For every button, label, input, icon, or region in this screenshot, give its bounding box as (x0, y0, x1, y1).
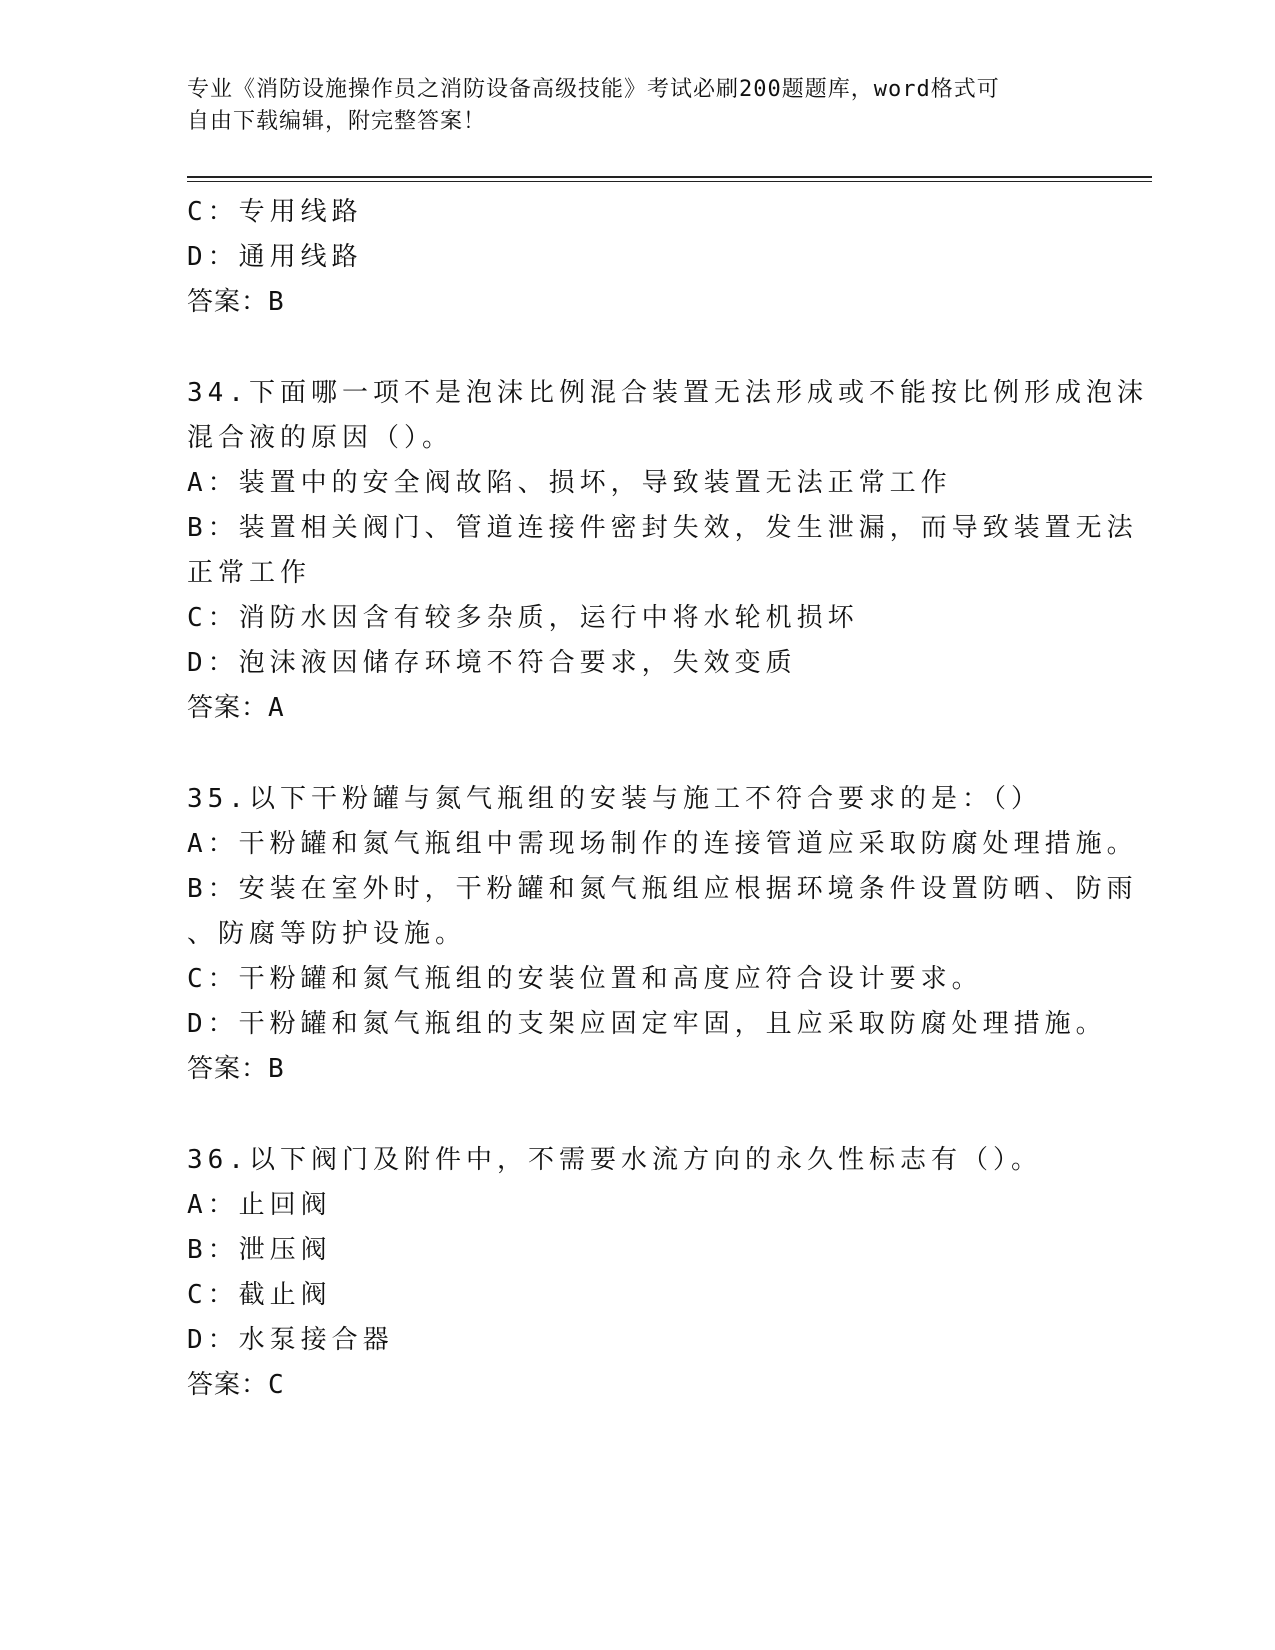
option-c: C：干粉罐和氮气瓶组的安装位置和高度应符合设计要求。 (187, 964, 983, 994)
question-stem: 34.下面哪一项不是泡沫比例混合装置无法形成或不能按比例形成泡沫 (187, 378, 1148, 408)
option-b-continued: 、防腐等防护设施。 (187, 919, 467, 949)
answer-line: 答案：B (187, 287, 285, 317)
option-b: B：泄压阀 (187, 1235, 332, 1265)
question-36 (187, 1138, 1087, 1408)
question-34 (187, 371, 1148, 731)
option-c: C：专用线路 (187, 197, 363, 227)
option-d: D：泡沫液因储存环境不符合要求，失效变质 (187, 648, 797, 678)
question-stem: 36.以下阀门及附件中，不需要水流方向的永久性标志有（）。 (187, 1145, 1042, 1175)
option-a: A：装置中的安全阀故陷、损坏，导致装置无法正常工作 (187, 468, 952, 498)
question-list (187, 190, 1148, 1408)
answer-line: 答案：A (187, 693, 285, 723)
carryover-question (187, 190, 1087, 325)
document-header (187, 74, 1087, 138)
header-divider-thin (187, 181, 1152, 182)
option-d: D：水泵接合器 (187, 1325, 394, 1355)
option-b: B：装置相关阀门、管道连接件密封失效，发生泄漏，而导致装置无法 (187, 513, 1138, 543)
option-b: B：安装在室外时，干粉罐和氮气瓶组应根据环境条件设置防晒、防雨 (187, 874, 1138, 904)
option-d: D：通用线路 (187, 242, 363, 272)
option-a: A：干粉罐和氮气瓶组中需现场制作的连接管道应采取防腐处理措施。 (187, 829, 1138, 859)
option-d: D：干粉罐和氮气瓶组的支架应固定牢固，且应采取防腐处理措施。 (187, 1009, 1107, 1039)
option-a: A：止回阀 (187, 1190, 332, 1220)
option-c: C：截止阀 (187, 1280, 332, 1310)
option-c: C：消防水因含有较多杂质，运行中将水轮机损坏 (187, 603, 859, 633)
question-stem: 35.以下干粉罐与氮气瓶组的安装与施工不符合要求的是：（） (187, 784, 1042, 814)
header-divider (187, 176, 1152, 178)
question-stem: 混合液的原因（）。 (187, 423, 454, 453)
question-35 (187, 777, 1138, 1092)
answer-line: 答案：B (187, 1054, 285, 1084)
header-line-2: 自由下载编辑，附完整答案！ (187, 109, 487, 134)
option-b-continued: 正常工作 (187, 558, 312, 588)
header-line-1: 专业《消防设施操作员之消防设备高级技能》考试必刷200题题库，word格式可 (187, 77, 1000, 102)
answer-line: 答案：C (187, 1370, 285, 1400)
